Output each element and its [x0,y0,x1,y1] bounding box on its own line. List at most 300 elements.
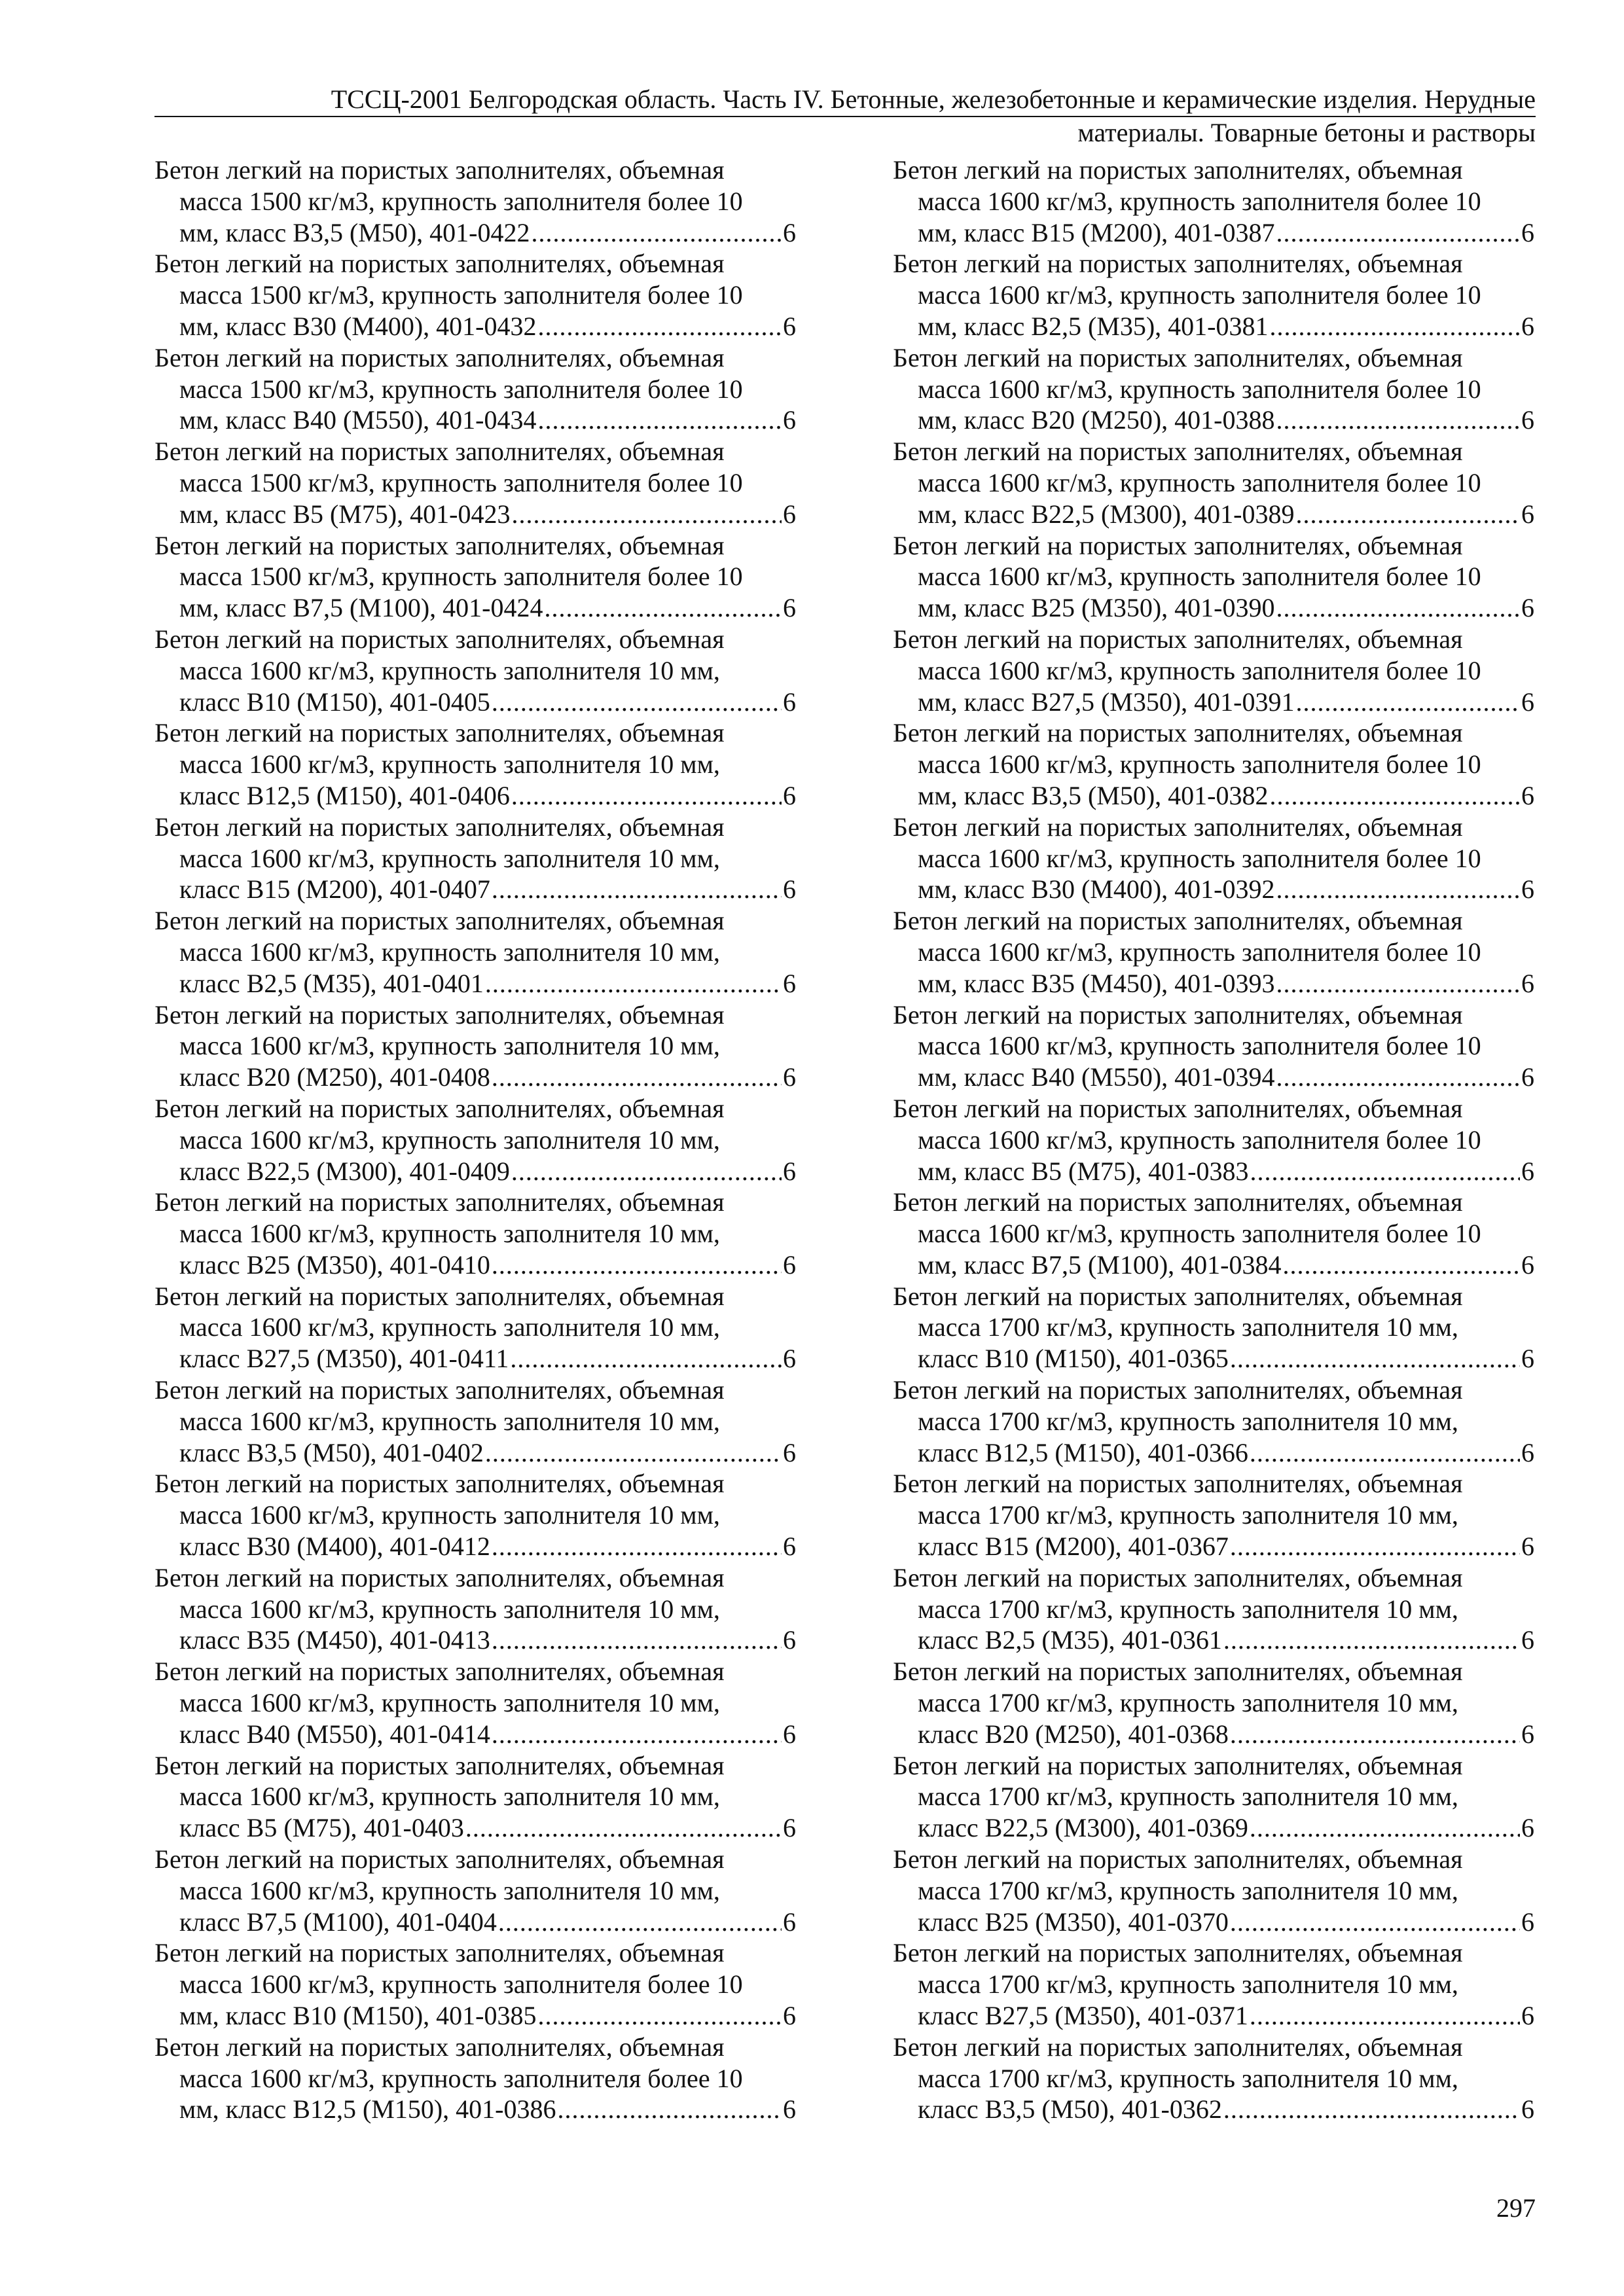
index-entry [893,1562,1534,1656]
entry-line-3 [893,2000,1534,2032]
entry-line-1: Бетон легкий на пористых заполнителях, объемная [893,999,1463,1030]
entry-page-ref: 6 [783,1344,796,1374]
index-entry [893,717,1534,811]
entry-line-3 [893,311,1534,342]
entry-code-text: мм, класс В7,5 (М100), 401-0384 [918,1249,1282,1280]
index-entry [893,999,1534,1093]
entry-line-2: масса 1600 кг/м3, крупность заполнителя 10 мм, [179,1031,720,1061]
entry-line-1: Бетон легкий на пористых заполнителях, объемная [154,1469,725,1499]
dot-leader [1270,780,1521,812]
entry-code-text: класс В20 (М250), 401-0408 [179,1062,490,1092]
entry-page-ref: 6 [1521,1532,1534,1562]
entry-line-3 [893,1624,1534,1656]
entry-line-3 [154,1719,796,1750]
entry-line-3 [154,1062,796,1093]
page-number: 297 [1496,2193,1536,2223]
entry-line-1: Бетон легкий на пористых заполнителях, объемная [154,812,725,842]
dot-leader [1230,1531,1520,1562]
entry-line-3 [893,1343,1534,1374]
entry-code-text: мм, класс В20 (М250), 401-0388 [918,405,1275,435]
entry-code-text: мм, класс В3,5 (М50), 401-0382 [918,780,1269,810]
index-entry [154,248,796,342]
running-header [154,84,1536,148]
entry-line-2: масса 1600 кг/м3, крупность заполнителя более 10 [918,186,1481,216]
entry-page-ref: 6 [783,1719,796,1749]
index-entry [154,342,796,436]
dot-leader [492,1531,782,1562]
entry-line-2: масса 1600 кг/м3, крупность заполнителя 10 мм, [179,1875,720,1905]
entry-page-ref: 6 [1521,1344,1534,1374]
dot-leader [1230,1343,1520,1374]
entry-line-1: Бетон легкий на пористых заполнителях, объемная [154,530,725,560]
entry-page-ref: 6 [1521,217,1534,247]
entry-line-1: Бетон легкий на пористых заполнителях, объемная [893,530,1463,560]
entry-line-1: Бетон легкий на пористых заполнителях, объемная [154,1562,725,1592]
entry-line-3 [154,2000,796,2032]
index-entry [893,436,1534,529]
entry-line-2: масса 1600 кг/м3, крупность заполнителя более 10 [918,1031,1481,1061]
entry-line-1: Бетон легкий на пористых заполнителях, объемная [154,1657,725,1687]
entry-line-1: Бетон легкий на пористых заполнителях, объемная [154,1750,725,1780]
entry-page-ref: 6 [1521,593,1534,623]
index-column-right [893,154,1534,2125]
index-entry [154,999,796,1093]
entry-line-3 [154,499,796,530]
dot-leader [492,1249,782,1281]
dot-leader [465,1812,782,1844]
entry-line-2: масса 1600 кг/м3, крупность заполнителя более 10 [918,280,1481,310]
dot-leader [1223,2094,1520,2125]
entry-line-3 [154,968,796,999]
entry-code-text: мм, класс В12,5 (М150), 401-0386 [179,2094,556,2125]
entry-line-2: масса 1700 кг/м3, крупность заполнителя 10 мм, [918,2063,1458,2093]
index-entry [154,154,796,248]
entry-line-3 [893,1062,1534,1093]
entry-line-2: масса 1700 кг/м3, крупность заполнителя 10 мм, [918,1688,1458,1718]
entry-line-3 [154,1624,796,1656]
entry-page-ref: 6 [1521,1625,1534,1655]
entry-line-1: Бетон легкий на пористых заполнителях, объемная [893,249,1463,279]
entry-page-ref: 6 [1521,1719,1534,1749]
entry-line-3 [893,404,1534,436]
entry-line-3 [893,592,1534,624]
dot-leader [1250,2000,1520,2032]
entry-line-2: масса 1600 кг/м3, крупность заполнителя более 10 [918,562,1481,592]
entry-line-1: Бетон легкий на пористых заполнителях, объемная [154,906,725,936]
entry-code-text: класс В5 (М75), 401-0403 [179,1813,464,1843]
index-entry [154,1374,796,1468]
index-entry [893,1374,1534,1468]
entry-line-2: масса 1700 кг/м3, крупность заполнителя 10 мм, [918,1500,1458,1530]
dot-leader [1276,404,1521,436]
dot-leader [1250,1812,1520,1844]
dot-leader [538,311,782,342]
entry-line-2: масса 1700 кг/м3, крупность заполнителя 10 мм, [918,1312,1458,1342]
dot-leader [1230,1719,1520,1750]
entry-line-1: Бетон легкий на пористых заполнителях, объемная [154,718,725,748]
entry-code-text: мм, класс В30 (М400), 401-0392 [918,874,1275,905]
entry-page-ref: 6 [783,1249,796,1280]
entry-line-2: масса 1600 кг/м3, крупность заполнителя более 10 [918,749,1481,780]
entry-line-2: масса 1500 кг/м3, крупность заполнителя более 10 [179,562,743,592]
entry-code-text: мм, класс В7,5 (М100), 401-0424 [179,593,543,623]
entry-code-text: класс В27,5 (М350), 401-0411 [179,1344,509,1374]
entry-code-text: мм, класс В27,5 (М350), 401-0391 [918,687,1295,717]
entry-line-1: Бетон легкий на пористых заполнителях, объемная [154,249,725,279]
entry-page-ref: 6 [1521,780,1534,810]
index-entry [893,2032,1534,2125]
index-entry [893,1468,1534,1562]
entry-line-3 [154,1531,796,1562]
entry-line-1: Бетон легкий на пористых заполнителях, объемная [893,812,1463,842]
entry-line-3 [154,311,796,342]
entry-line-2: масса 1600 кг/м3, крупность заполнителя 10 мм, [179,843,720,873]
entry-code-text: мм, класс В15 (М200), 401-0387 [918,217,1275,247]
index-column-left [154,154,796,2125]
entry-line-2: масса 1700 кг/м3, крупность заполнителя 10 мм, [918,1782,1458,1812]
entry-code-text: класс В25 (М350), 401-0410 [179,1249,490,1280]
entry-page-ref: 6 [1521,499,1534,529]
dot-leader [545,592,782,624]
entry-line-3 [154,1156,796,1187]
entry-line-2: масса 1600 кг/м3, крупность заполнителя 10 мм, [179,937,720,967]
entry-line-3 [154,1249,796,1281]
entry-code-text: мм, класс В22,5 (М300), 401-0389 [918,499,1295,529]
entry-line-3 [154,1437,796,1469]
dot-leader [558,2094,782,2125]
entry-code-text: класс В3,5 (М50), 401-0402 [179,1437,484,1467]
index-entry [893,154,1534,248]
entry-line-2: масса 1600 кг/м3, крупность заполнителя 10 мм, [179,1688,720,1718]
index-entry [893,1281,1534,1374]
entry-line-1: Бетон легкий на пористых заполнителях, объемная [893,2032,1463,2062]
entry-line-1: Бетон легкий на пористых заполнителях, объемная [154,1281,725,1311]
dot-leader [1270,311,1521,342]
index-entry [154,624,796,717]
index-entry [154,1937,796,2031]
dot-leader [1276,217,1521,249]
entry-line-3 [893,687,1534,718]
entry-line-2: масса 1600 кг/м3, крупность заполнителя 10 мм, [179,1312,720,1342]
index-entry [893,1937,1534,2031]
entry-line-2: масса 1600 кг/м3, крупность заполнителя 10 мм, [179,1406,720,1436]
entry-page-ref: 6 [1521,874,1534,905]
entry-page-ref: 6 [1521,2001,1534,2031]
entry-page-ref: 6 [1521,1437,1534,1467]
entry-line-3 [893,874,1534,905]
entry-code-text: класс В3,5 (М50), 401-0362 [918,2094,1222,2125]
entry-line-1: Бетон легкий на пористых заполнителях, объемная [154,437,725,467]
entry-line-1: Бетон легкий на пористых заполнителях, объемная [154,1093,725,1123]
index-entry [893,624,1534,717]
entry-page-ref: 6 [783,1062,796,1092]
entry-line-2: масса 1500 кг/м3, крупность заполнителя более 10 [179,186,743,216]
entry-line-3 [154,687,796,718]
entry-line-2: масса 1600 кг/м3, крупность заполнителя 10 мм, [179,749,720,780]
entry-line-1: Бетон легкий на пористых заполнителях, объемная [893,1657,1463,1687]
entry-line-2: масса 1600 кг/м3, крупность заполнителя 10 мм, [179,1500,720,1530]
index-entry [154,1562,796,1656]
entry-line-3 [893,2094,1534,2125]
entry-line-3 [154,780,796,812]
entry-page-ref: 6 [783,2094,796,2125]
dot-leader [1276,1062,1521,1093]
entry-line-1: Бетон легкий на пористых заполнителях, объемная [154,2032,725,2062]
index-entry [154,905,796,999]
entry-page-ref: 6 [1521,1813,1534,1843]
dot-leader [485,1437,782,1469]
index-entry [893,530,1534,624]
entry-page-ref: 6 [783,405,796,435]
entry-page-ref: 6 [783,499,796,529]
index-entry [154,2032,796,2125]
entry-line-2: масса 1600 кг/м3, крупность заполнителя более 10 [918,467,1481,497]
entry-line-2: масса 1500 кг/м3, крупность заполнителя более 10 [179,280,743,310]
entry-code-text: класс В20 (М250), 401-0368 [918,1719,1229,1749]
dot-leader [1296,687,1521,718]
entry-code-text: класс В12,5 (М150), 401-0406 [179,780,510,810]
entry-line-3 [893,1719,1534,1750]
entry-line-1: Бетон легкий на пористых заполнителях, объемная [893,1281,1463,1311]
entry-line-3 [893,1156,1534,1187]
dot-leader [492,1062,782,1093]
entry-line-1: Бетон легкий на пористых заполнителях, объемная [893,1375,1463,1405]
entry-line-2: масса 1600 кг/м3, крупность заполнителя более 10 [918,374,1481,404]
index-entry [154,1844,796,1937]
entry-line-3 [893,968,1534,999]
entry-page-ref: 6 [783,1156,796,1186]
entry-line-2: масса 1600 кг/м3, крупность заполнителя более 10 [918,1219,1481,1249]
entry-line-2: масса 1500 кг/м3, крупность заполнителя более 10 [179,467,743,497]
entry-line-1: Бетон легкий на пористых заполнителях, объемная [154,1187,725,1217]
entry-code-text: класс В40 (М550), 401-0414 [179,1719,490,1749]
dot-leader [1223,1624,1520,1656]
entry-code-text: мм, класс В5 (М75), 401-0383 [918,1156,1249,1186]
entry-line-1: Бетон легкий на пористых заполнителях, объемная [893,718,1463,748]
header-line-2: материалы. Товарные бетоны и растворы [1077,118,1536,147]
dot-leader [1276,968,1521,999]
dot-leader [1250,1437,1520,1469]
entry-line-1: Бетон легкий на пористых заполнителях, объемная [154,342,725,372]
index-entry [154,1468,796,1562]
entry-line-3 [893,217,1534,249]
entry-line-2: масса 1600 кг/м3, крупность заполнителя более 10 [179,2063,743,2093]
entry-line-1: Бетон легкий на пористых заполнителях, объемная [154,1375,725,1405]
entry-line-3 [893,780,1534,812]
index-entry [893,1187,1534,1280]
entry-line-3 [893,1907,1534,1938]
entry-line-3 [154,592,796,624]
dot-leader [1250,1156,1521,1187]
index-entry [154,1281,796,1374]
entry-code-text: мм, класс В2,5 (М35), 401-0381 [918,311,1269,341]
dot-leader [485,968,782,999]
entry-line-1: Бетон легкий на пористых заполнителях, объемная [893,437,1463,467]
entry-code-text: класс В22,5 (М300), 401-0369 [918,1813,1248,1843]
index-entry [893,812,1534,905]
entry-line-3 [893,1531,1534,1562]
entry-line-1: Бетон легкий на пористых заполнителях, объемная [154,624,725,654]
entry-code-text: мм, класс В40 (М550), 401-0394 [918,1062,1275,1092]
dot-leader [492,1624,782,1656]
entry-line-1: Бетон легкий на пористых заполнителях, объемная [893,1562,1463,1592]
entry-line-1: Бетон легкий на пористых заполнителях, объемная [893,906,1463,936]
entry-line-1: Бетон легкий на пористых заполнителях, объемная [893,1093,1463,1123]
index-entry [893,1750,1534,1844]
dot-leader [492,687,782,718]
entry-page-ref: 6 [1521,968,1534,998]
entry-page-ref: 6 [1521,1249,1534,1280]
entry-page-ref: 6 [783,1813,796,1843]
entry-line-1: Бетон легкий на пористых заполнителях, объемная [893,1750,1463,1780]
dot-leader [511,1156,782,1187]
entry-line-2: масса 1700 кг/м3, крупность заполнителя 10 мм, [918,1969,1458,2000]
entry-page-ref: 6 [1521,311,1534,341]
entry-line-2: масса 1700 кг/м3, крупность заполнителя 10 мм, [918,1875,1458,1905]
entry-line-3 [154,874,796,905]
index-entry [154,1093,796,1187]
dot-leader [538,404,782,436]
entry-line-3 [154,1812,796,1844]
entry-line-3 [154,2094,796,2125]
index-entry [154,812,796,905]
entry-line-2: масса 1600 кг/м3, крупность заполнителя 10 мм, [179,1219,720,1249]
entry-code-text: мм, класс В30 (М400), 401-0432 [179,311,537,341]
entry-code-text: мм, класс В10 (М150), 401-0385 [179,2001,537,2031]
dot-leader [512,499,782,530]
entry-page-ref: 6 [783,2001,796,2031]
entry-line-1: Бетон легкий на пористых заполнителях, объемная [154,1938,725,1968]
entry-page-ref: 6 [783,874,796,905]
entry-code-text: класс В2,5 (М35), 401-0401 [179,968,484,998]
entry-line-3 [154,1907,796,1938]
index-entry [893,1093,1534,1187]
index-entry [893,905,1534,999]
index-entry [893,1844,1534,1937]
entry-line-2: масса 1600 кг/м3, крупность заполнителя 10 мм, [179,1594,720,1624]
entry-line-1: Бетон легкий на пористых заполнителях, объемная [893,624,1463,654]
entry-line-2: масса 1600 кг/м3, крупность заполнителя более 10 [179,1969,743,2000]
dot-leader [510,1343,782,1374]
index-entry [154,1656,796,1749]
index-entry [154,1187,796,1280]
entry-line-1: Бетон легкий на пористых заполнителях, объемная [893,1938,1463,1968]
dot-leader [532,217,782,249]
entry-code-text: класс В12,5 (М150), 401-0366 [918,1437,1248,1467]
entry-line-3 [893,1437,1534,1469]
entry-line-1: Бетон легкий на пористых заполнителях, объемная [154,1844,725,1874]
entry-page-ref: 6 [783,780,796,810]
entry-code-text: мм, класс В25 (М350), 401-0390 [918,593,1275,623]
index-entry [893,1656,1534,1749]
entry-code-text: класс В15 (М200), 401-0407 [179,874,490,905]
entry-page-ref: 6 [1521,1062,1534,1092]
entry-line-2: масса 1700 кг/м3, крупность заполнителя 10 мм, [918,1406,1458,1436]
entry-line-2: масса 1600 кг/м3, крупность заполнителя более 10 [918,655,1481,685]
entry-line-3 [893,499,1534,530]
entry-code-text: мм, класс В5 (М75), 401-0423 [179,499,511,529]
dot-leader [492,874,782,905]
index-entry [893,342,1534,436]
dot-leader [1283,1249,1521,1281]
entry-line-3 [893,1812,1534,1844]
entry-code-text: класс В10 (М150), 401-0365 [918,1344,1229,1374]
entry-page-ref: 6 [783,1625,796,1655]
dot-leader [511,780,782,812]
dot-leader [1276,592,1521,624]
entry-line-2: масса 1500 кг/м3, крупность заполнителя более 10 [179,374,743,404]
entry-page-ref: 6 [1521,2094,1534,2125]
index-entry [154,436,796,529]
entry-line-3 [154,217,796,249]
entry-code-text: класс В15 (М200), 401-0367 [918,1532,1229,1562]
entry-line-2: масса 1600 кг/м3, крупность заполнителя более 10 [918,1124,1481,1155]
entry-page-ref: 6 [783,687,796,717]
entry-line-3 [893,1249,1534,1281]
entry-code-text: класс В27,5 (М350), 401-0371 [918,2001,1248,2031]
index-entry [154,1750,796,1844]
entry-line-1: Бетон легкий на пористых заполнителях, объемная [893,1844,1463,1874]
entry-line-3 [154,1343,796,1374]
entry-page-ref: 6 [1521,1907,1534,1937]
index-entry [154,717,796,811]
entry-code-text: мм, класс В40 (М550), 401-0434 [179,405,537,435]
entry-line-2: масса 1600 кг/м3, крупность заполнителя 10 мм, [179,655,720,685]
entry-line-1: Бетон легкий на пористых заполнителях, объемная [154,999,725,1030]
entry-line-2: масса 1600 кг/м3, крупность заполнителя 10 мм, [179,1124,720,1155]
dot-leader [498,1907,782,1938]
dot-leader [1276,874,1521,905]
dot-leader [538,2000,782,2032]
entry-line-1: Бетон легкий на пористых заполнителях, объемная [893,1469,1463,1499]
entry-page-ref: 6 [783,593,796,623]
entry-page-ref: 6 [783,311,796,341]
entry-code-text: класс В35 (М450), 401-0413 [179,1625,490,1655]
header-line-1: ТССЦ-2001 Белгородская область. Часть IV. Бетонные, железобетонные и керамические изделия. Нерудные [154,84,1536,117]
entry-page-ref: 6 [783,1532,796,1562]
entry-line-2: масса 1700 кг/м3, крупность заполнителя 10 мм, [918,1594,1458,1624]
entry-line-2: масса 1600 кг/м3, крупность заполнителя более 10 [918,937,1481,967]
entry-page-ref: 6 [783,1907,796,1937]
entry-line-3 [154,404,796,436]
entry-code-text: класс В25 (М350), 401-0370 [918,1907,1229,1937]
index-entry [893,248,1534,342]
entry-page-ref: 6 [783,968,796,998]
entry-line-2: масса 1600 кг/м3, крупность заполнителя более 10 [918,843,1481,873]
dot-leader [1230,1907,1520,1938]
entry-code-text: класс В10 (М150), 401-0405 [179,687,490,717]
entry-line-1: Бетон легкий на пористых заполнителях, объемная [893,342,1463,372]
entry-code-text: мм, класс В35 (М450), 401-0393 [918,968,1275,998]
dot-leader [1296,499,1521,530]
entry-line-2: масса 1600 кг/м3, крупность заполнителя 10 мм, [179,1782,720,1812]
entry-page-ref: 6 [1521,405,1534,435]
index-entry [154,530,796,624]
entry-code-text: класс В22,5 (М300), 401-0409 [179,1156,510,1186]
entry-page-ref: 6 [783,217,796,247]
entry-page-ref: 6 [1521,687,1534,717]
dot-leader [492,1719,782,1750]
entry-line-1: Бетон легкий на пористых заполнителях, объемная [893,1187,1463,1217]
entry-code-text: класс В7,5 (М100), 401-0404 [179,1907,497,1937]
entry-page-ref: 6 [783,1437,796,1467]
entry-code-text: класс В2,5 (М35), 401-0361 [918,1625,1222,1655]
entry-page-ref: 6 [1521,1156,1534,1186]
entry-line-1: Бетон легкий на пористых заполнителях, объемная [154,155,725,185]
entry-code-text: мм, класс В3,5 (М50), 401-0422 [179,217,530,247]
entry-line-1: Бетон легкий на пористых заполнителях, объемная [893,155,1463,185]
entry-code-text: класс В30 (М400), 401-0412 [179,1532,490,1562]
